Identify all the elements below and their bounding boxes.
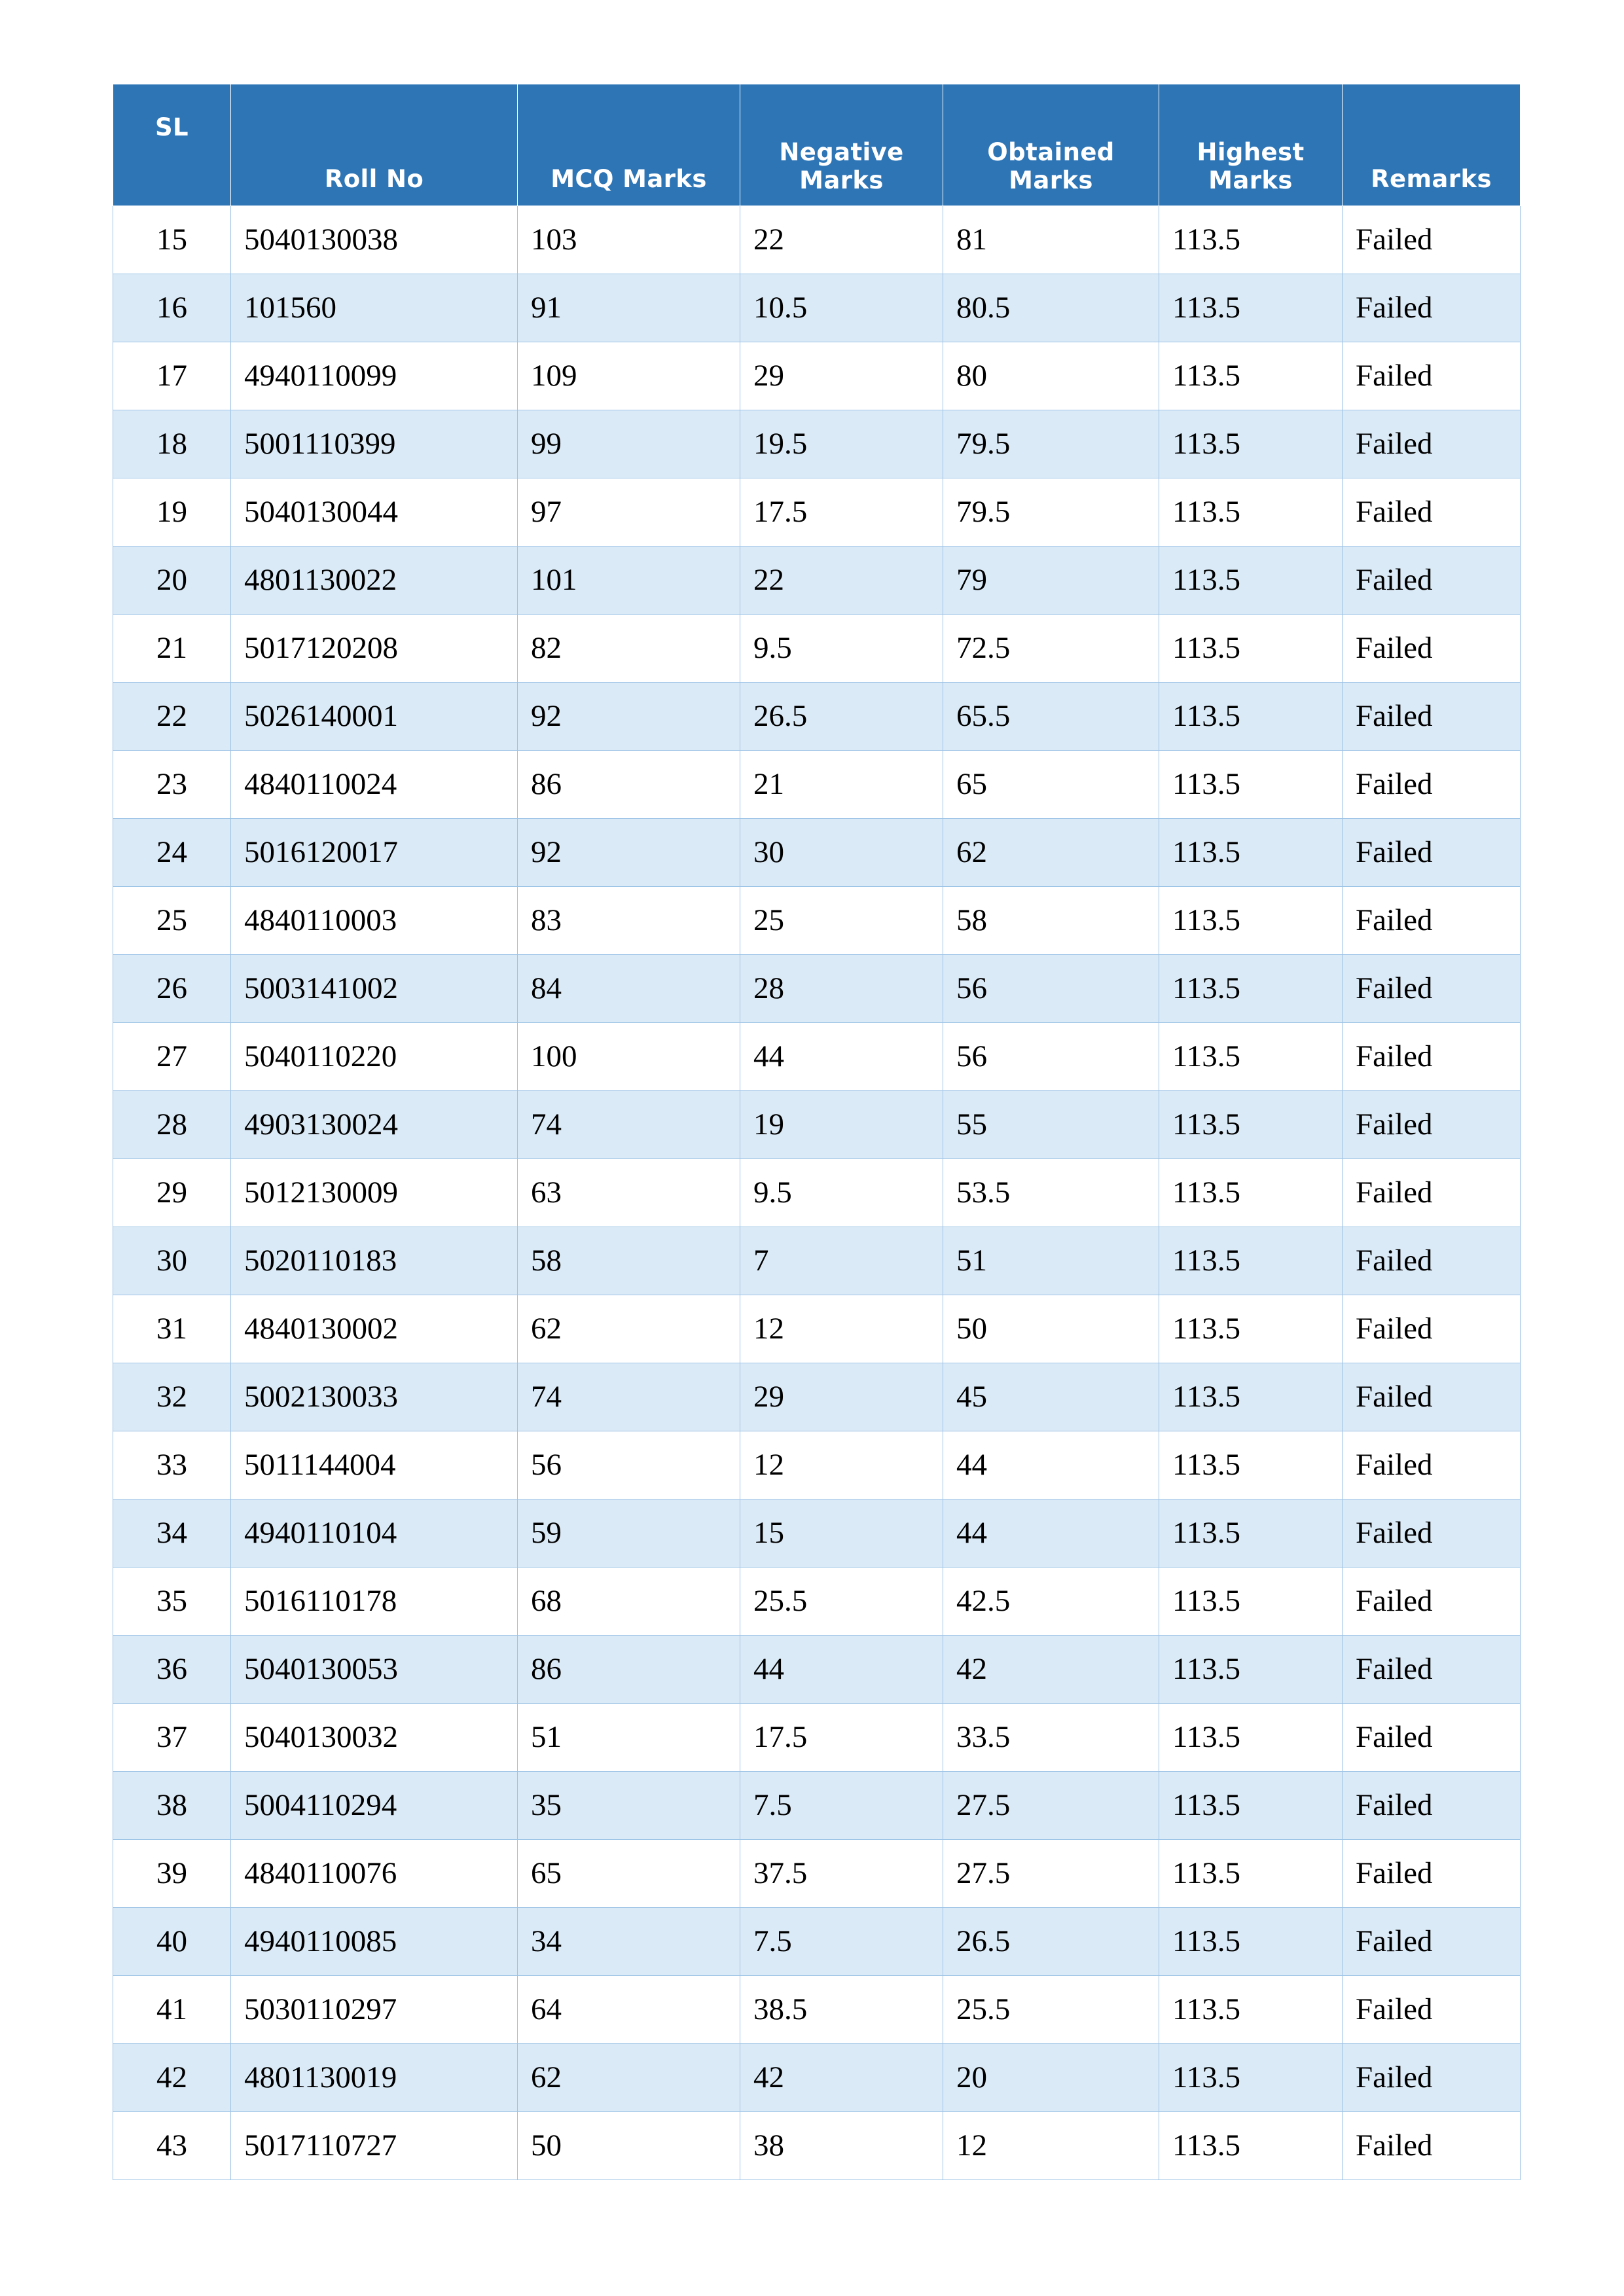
column-header-roll-no: Roll No bbox=[231, 84, 518, 206]
column-header-highest-marks: Highest Marks bbox=[1159, 84, 1343, 206]
cell-remarks: Failed bbox=[1343, 1568, 1521, 1636]
cell-mcq-marks: 58 bbox=[518, 1227, 740, 1295]
cell-obtained-marks: 12 bbox=[943, 2112, 1159, 2180]
cell-sl: 32 bbox=[113, 1363, 231, 1431]
cell-obtained-marks: 45 bbox=[943, 1363, 1159, 1431]
table-row bbox=[113, 478, 1521, 547]
cell-remarks: Failed bbox=[1343, 1908, 1521, 1976]
cell-obtained-marks: 26.5 bbox=[943, 1908, 1159, 1976]
cell-highest-marks: 113.5 bbox=[1159, 1431, 1343, 1499]
cell-roll-no: 4840110024 bbox=[231, 751, 518, 819]
cell-negative-marks: 29 bbox=[740, 342, 943, 410]
cell-sl: 30 bbox=[113, 1227, 231, 1295]
cell-obtained-marks: 65.5 bbox=[943, 683, 1159, 751]
cell-negative-marks: 7.5 bbox=[740, 1772, 943, 1840]
table-row bbox=[113, 751, 1521, 819]
cell-obtained-marks: 81 bbox=[943, 206, 1159, 274]
cell-negative-marks: 44 bbox=[740, 1636, 943, 1704]
cell-mcq-marks: 34 bbox=[518, 1908, 740, 1976]
cell-roll-no: 5040130053 bbox=[231, 1636, 518, 1704]
cell-negative-marks: 9.5 bbox=[740, 615, 943, 683]
cell-mcq-marks: 62 bbox=[518, 2044, 740, 2112]
table-row bbox=[113, 547, 1521, 615]
cell-negative-marks: 22 bbox=[740, 547, 943, 615]
cell-sl: 35 bbox=[113, 1568, 231, 1636]
cell-obtained-marks: 50 bbox=[943, 1295, 1159, 1363]
cell-highest-marks: 113.5 bbox=[1159, 887, 1343, 955]
cell-highest-marks: 113.5 bbox=[1159, 2112, 1343, 2180]
cell-negative-marks: 19.5 bbox=[740, 410, 943, 478]
cell-obtained-marks: 53.5 bbox=[943, 1159, 1159, 1227]
cell-negative-marks: 38.5 bbox=[740, 1976, 943, 2044]
cell-obtained-marks: 80 bbox=[943, 342, 1159, 410]
table-row bbox=[113, 1023, 1521, 1091]
table-row bbox=[113, 955, 1521, 1023]
cell-highest-marks: 113.5 bbox=[1159, 1295, 1343, 1363]
cell-roll-no: 4940110099 bbox=[231, 342, 518, 410]
cell-negative-marks: 42 bbox=[740, 2044, 943, 2112]
cell-negative-marks: 22 bbox=[740, 206, 943, 274]
cell-roll-no: 5017120208 bbox=[231, 615, 518, 683]
cell-negative-marks: 25.5 bbox=[740, 1568, 943, 1636]
cell-highest-marks: 113.5 bbox=[1159, 1636, 1343, 1704]
cell-mcq-marks: 82 bbox=[518, 615, 740, 683]
cell-obtained-marks: 58 bbox=[943, 887, 1159, 955]
cell-roll-no: 4840110076 bbox=[231, 1840, 518, 1908]
cell-highest-marks: 113.5 bbox=[1159, 410, 1343, 478]
cell-highest-marks: 113.5 bbox=[1159, 683, 1343, 751]
cell-roll-no: 5002130033 bbox=[231, 1363, 518, 1431]
cell-roll-no: 4840110003 bbox=[231, 887, 518, 955]
cell-obtained-marks: 20 bbox=[943, 2044, 1159, 2112]
cell-negative-marks: 10.5 bbox=[740, 274, 943, 342]
cell-highest-marks: 113.5 bbox=[1159, 751, 1343, 819]
cell-roll-no: 5001110399 bbox=[231, 410, 518, 478]
cell-sl: 34 bbox=[113, 1499, 231, 1568]
table-row bbox=[113, 1295, 1521, 1363]
cell-obtained-marks: 42.5 bbox=[943, 1568, 1159, 1636]
cell-mcq-marks: 84 bbox=[518, 955, 740, 1023]
cell-obtained-marks: 62 bbox=[943, 819, 1159, 887]
cell-highest-marks: 113.5 bbox=[1159, 615, 1343, 683]
column-header-mcq-marks: MCQ Marks bbox=[518, 84, 740, 206]
table-row bbox=[113, 819, 1521, 887]
cell-sl: 20 bbox=[113, 547, 231, 615]
cell-sl: 33 bbox=[113, 1431, 231, 1499]
cell-negative-marks: 12 bbox=[740, 1295, 943, 1363]
cell-remarks: Failed bbox=[1343, 342, 1521, 410]
cell-highest-marks: 113.5 bbox=[1159, 478, 1343, 547]
table-row bbox=[113, 1159, 1521, 1227]
cell-remarks: Failed bbox=[1343, 1363, 1521, 1431]
cell-highest-marks: 113.5 bbox=[1159, 1159, 1343, 1227]
cell-negative-marks: 37.5 bbox=[740, 1840, 943, 1908]
cell-highest-marks: 113.5 bbox=[1159, 1023, 1343, 1091]
cell-sl: 43 bbox=[113, 2112, 231, 2180]
cell-obtained-marks: 80.5 bbox=[943, 274, 1159, 342]
column-header-obtained-marks: Obtained Marks bbox=[943, 84, 1159, 206]
cell-remarks: Failed bbox=[1343, 1976, 1521, 2044]
cell-obtained-marks: 79.5 bbox=[943, 410, 1159, 478]
cell-remarks: Failed bbox=[1343, 1091, 1521, 1159]
column-header-negative-marks: Negative Marks bbox=[740, 84, 943, 206]
table-row bbox=[113, 342, 1521, 410]
cell-sl: 40 bbox=[113, 1908, 231, 1976]
cell-obtained-marks: 56 bbox=[943, 1023, 1159, 1091]
column-header-sl: SL bbox=[113, 84, 231, 206]
cell-mcq-marks: 101 bbox=[518, 547, 740, 615]
cell-highest-marks: 113.5 bbox=[1159, 1227, 1343, 1295]
cell-remarks: Failed bbox=[1343, 1499, 1521, 1568]
cell-negative-marks: 7.5 bbox=[740, 1908, 943, 1976]
cell-roll-no: 5004110294 bbox=[231, 1772, 518, 1840]
cell-mcq-marks: 86 bbox=[518, 1636, 740, 1704]
table-row bbox=[113, 2112, 1521, 2180]
cell-negative-marks: 17.5 bbox=[740, 1704, 943, 1772]
cell-sl: 25 bbox=[113, 887, 231, 955]
table-row bbox=[113, 206, 1521, 274]
cell-sl: 27 bbox=[113, 1023, 231, 1091]
cell-negative-marks: 26.5 bbox=[740, 683, 943, 751]
cell-obtained-marks: 55 bbox=[943, 1091, 1159, 1159]
cell-sl: 29 bbox=[113, 1159, 231, 1227]
cell-mcq-marks: 56 bbox=[518, 1431, 740, 1499]
cell-highest-marks: 113.5 bbox=[1159, 1840, 1343, 1908]
cell-sl: 36 bbox=[113, 1636, 231, 1704]
cell-roll-no: 5003141002 bbox=[231, 955, 518, 1023]
column-header-remarks: Remarks bbox=[1343, 84, 1521, 206]
cell-obtained-marks: 33.5 bbox=[943, 1704, 1159, 1772]
table-row bbox=[113, 1363, 1521, 1431]
cell-mcq-marks: 63 bbox=[518, 1159, 740, 1227]
cell-mcq-marks: 64 bbox=[518, 1976, 740, 2044]
table-row bbox=[113, 615, 1521, 683]
cell-highest-marks: 113.5 bbox=[1159, 1363, 1343, 1431]
cell-roll-no: 5026140001 bbox=[231, 683, 518, 751]
cell-obtained-marks: 51 bbox=[943, 1227, 1159, 1295]
cell-sl: 41 bbox=[113, 1976, 231, 2044]
cell-obtained-marks: 44 bbox=[943, 1431, 1159, 1499]
cell-sl: 15 bbox=[113, 206, 231, 274]
cell-roll-no: 4940110104 bbox=[231, 1499, 518, 1568]
cell-roll-no: 4801130022 bbox=[231, 547, 518, 615]
cell-remarks: Failed bbox=[1343, 2112, 1521, 2180]
cell-remarks: Failed bbox=[1343, 1840, 1521, 1908]
cell-roll-no: 5012130009 bbox=[231, 1159, 518, 1227]
cell-negative-marks: 25 bbox=[740, 887, 943, 955]
table-row bbox=[113, 1840, 1521, 1908]
table-row bbox=[113, 410, 1521, 478]
cell-negative-marks: 21 bbox=[740, 751, 943, 819]
cell-sl: 22 bbox=[113, 683, 231, 751]
cell-highest-marks: 113.5 bbox=[1159, 2044, 1343, 2112]
cell-mcq-marks: 92 bbox=[518, 819, 740, 887]
cell-remarks: Failed bbox=[1343, 819, 1521, 887]
cell-mcq-marks: 86 bbox=[518, 751, 740, 819]
cell-sl: 28 bbox=[113, 1091, 231, 1159]
cell-sl: 23 bbox=[113, 751, 231, 819]
cell-roll-no: 5017110727 bbox=[231, 2112, 518, 2180]
cell-sl: 31 bbox=[113, 1295, 231, 1363]
cell-sl: 18 bbox=[113, 410, 231, 478]
table-row bbox=[113, 274, 1521, 342]
table-header bbox=[113, 84, 1521, 206]
cell-highest-marks: 113.5 bbox=[1159, 342, 1343, 410]
cell-mcq-marks: 50 bbox=[518, 2112, 740, 2180]
cell-remarks: Failed bbox=[1343, 478, 1521, 547]
cell-mcq-marks: 109 bbox=[518, 342, 740, 410]
cell-highest-marks: 113.5 bbox=[1159, 1704, 1343, 1772]
table-row bbox=[113, 1431, 1521, 1499]
cell-mcq-marks: 59 bbox=[518, 1499, 740, 1568]
cell-highest-marks: 113.5 bbox=[1159, 1568, 1343, 1636]
cell-highest-marks: 113.5 bbox=[1159, 955, 1343, 1023]
cell-negative-marks: 44 bbox=[740, 1023, 943, 1091]
cell-mcq-marks: 74 bbox=[518, 1363, 740, 1431]
cell-remarks: Failed bbox=[1343, 1227, 1521, 1295]
cell-roll-no: 5040130038 bbox=[231, 206, 518, 274]
cell-sl: 21 bbox=[113, 615, 231, 683]
table-row bbox=[113, 1704, 1521, 1772]
cell-mcq-marks: 100 bbox=[518, 1023, 740, 1091]
cell-roll-no: 4940110085 bbox=[231, 1908, 518, 1976]
cell-negative-marks: 28 bbox=[740, 955, 943, 1023]
cell-mcq-marks: 74 bbox=[518, 1091, 740, 1159]
cell-obtained-marks: 65 bbox=[943, 751, 1159, 819]
cell-roll-no: 5016110178 bbox=[231, 1568, 518, 1636]
cell-roll-no: 5020110183 bbox=[231, 1227, 518, 1295]
cell-mcq-marks: 65 bbox=[518, 1840, 740, 1908]
cell-sl: 39 bbox=[113, 1840, 231, 1908]
cell-mcq-marks: 97 bbox=[518, 478, 740, 547]
cell-obtained-marks: 27.5 bbox=[943, 1840, 1159, 1908]
cell-highest-marks: 113.5 bbox=[1159, 819, 1343, 887]
cell-negative-marks: 7 bbox=[740, 1227, 943, 1295]
cell-mcq-marks: 99 bbox=[518, 410, 740, 478]
cell-obtained-marks: 27.5 bbox=[943, 1772, 1159, 1840]
cell-remarks: Failed bbox=[1343, 683, 1521, 751]
cell-roll-no: 4801130019 bbox=[231, 2044, 518, 2112]
cell-remarks: Failed bbox=[1343, 1295, 1521, 1363]
cell-obtained-marks: 72.5 bbox=[943, 615, 1159, 683]
cell-remarks: Failed bbox=[1343, 1431, 1521, 1499]
cell-mcq-marks: 103 bbox=[518, 206, 740, 274]
cell-mcq-marks: 91 bbox=[518, 274, 740, 342]
cell-sl: 42 bbox=[113, 2044, 231, 2112]
cell-negative-marks: 30 bbox=[740, 819, 943, 887]
cell-remarks: Failed bbox=[1343, 887, 1521, 955]
cell-negative-marks: 38 bbox=[740, 2112, 943, 2180]
cell-obtained-marks: 79 bbox=[943, 547, 1159, 615]
cell-sl: 26 bbox=[113, 955, 231, 1023]
cell-negative-marks: 15 bbox=[740, 1499, 943, 1568]
cell-remarks: Failed bbox=[1343, 410, 1521, 478]
cell-roll-no: 5040110220 bbox=[231, 1023, 518, 1091]
table-row bbox=[113, 1499, 1521, 1568]
cell-remarks: Failed bbox=[1343, 1159, 1521, 1227]
cell-sl: 24 bbox=[113, 819, 231, 887]
cell-negative-marks: 17.5 bbox=[740, 478, 943, 547]
table-row bbox=[113, 2044, 1521, 2112]
table-header-row bbox=[113, 84, 1521, 206]
cell-remarks: Failed bbox=[1343, 1023, 1521, 1091]
cell-sl: 38 bbox=[113, 1772, 231, 1840]
cell-highest-marks: 113.5 bbox=[1159, 547, 1343, 615]
cell-remarks: Failed bbox=[1343, 1704, 1521, 1772]
table-row bbox=[113, 1908, 1521, 1976]
cell-negative-marks: 29 bbox=[740, 1363, 943, 1431]
cell-mcq-marks: 35 bbox=[518, 1772, 740, 1840]
cell-negative-marks: 9.5 bbox=[740, 1159, 943, 1227]
cell-highest-marks: 113.5 bbox=[1159, 1772, 1343, 1840]
cell-remarks: Failed bbox=[1343, 1636, 1521, 1704]
cell-sl: 37 bbox=[113, 1704, 231, 1772]
cell-obtained-marks: 25.5 bbox=[943, 1976, 1159, 2044]
cell-roll-no: 5016120017 bbox=[231, 819, 518, 887]
cell-obtained-marks: 42 bbox=[943, 1636, 1159, 1704]
cell-sl: 17 bbox=[113, 342, 231, 410]
cell-roll-no: 4840130002 bbox=[231, 1295, 518, 1363]
table-row bbox=[113, 1636, 1521, 1704]
cell-remarks: Failed bbox=[1343, 955, 1521, 1023]
table-row bbox=[113, 1227, 1521, 1295]
cell-mcq-marks: 92 bbox=[518, 683, 740, 751]
cell-highest-marks: 113.5 bbox=[1159, 1908, 1343, 1976]
cell-roll-no: 5040130032 bbox=[231, 1704, 518, 1772]
cell-remarks: Failed bbox=[1343, 274, 1521, 342]
cell-obtained-marks: 56 bbox=[943, 955, 1159, 1023]
cell-roll-no: 5011144004 bbox=[231, 1431, 518, 1499]
table-row bbox=[113, 1772, 1521, 1840]
cell-roll-no: 4903130024 bbox=[231, 1091, 518, 1159]
cell-mcq-marks: 83 bbox=[518, 887, 740, 955]
table-body bbox=[113, 206, 1521, 2180]
cell-negative-marks: 12 bbox=[740, 1431, 943, 1499]
cell-sl: 16 bbox=[113, 274, 231, 342]
table-row bbox=[113, 683, 1521, 751]
cell-mcq-marks: 68 bbox=[518, 1568, 740, 1636]
cell-remarks: Failed bbox=[1343, 2044, 1521, 2112]
cell-roll-no: 5040130044 bbox=[231, 478, 518, 547]
cell-mcq-marks: 51 bbox=[518, 1704, 740, 1772]
cell-roll-no: 5030110297 bbox=[231, 1976, 518, 2044]
cell-highest-marks: 113.5 bbox=[1159, 206, 1343, 274]
cell-highest-marks: 113.5 bbox=[1159, 1499, 1343, 1568]
cell-remarks: Failed bbox=[1343, 547, 1521, 615]
cell-highest-marks: 113.5 bbox=[1159, 1976, 1343, 2044]
table-row bbox=[113, 887, 1521, 955]
cell-remarks: Failed bbox=[1343, 206, 1521, 274]
cell-remarks: Failed bbox=[1343, 1772, 1521, 1840]
table-row bbox=[113, 1568, 1521, 1636]
cell-remarks: Failed bbox=[1343, 615, 1521, 683]
cell-highest-marks: 113.5 bbox=[1159, 274, 1343, 342]
cell-negative-marks: 19 bbox=[740, 1091, 943, 1159]
exam-results-table bbox=[113, 84, 1521, 2180]
table-row bbox=[113, 1976, 1521, 2044]
cell-remarks: Failed bbox=[1343, 751, 1521, 819]
table-row bbox=[113, 1091, 1521, 1159]
cell-obtained-marks: 79.5 bbox=[943, 478, 1159, 547]
cell-obtained-marks: 44 bbox=[943, 1499, 1159, 1568]
cell-sl: 19 bbox=[113, 478, 231, 547]
cell-highest-marks: 113.5 bbox=[1159, 1091, 1343, 1159]
cell-mcq-marks: 62 bbox=[518, 1295, 740, 1363]
cell-roll-no: 101560 bbox=[231, 274, 518, 342]
